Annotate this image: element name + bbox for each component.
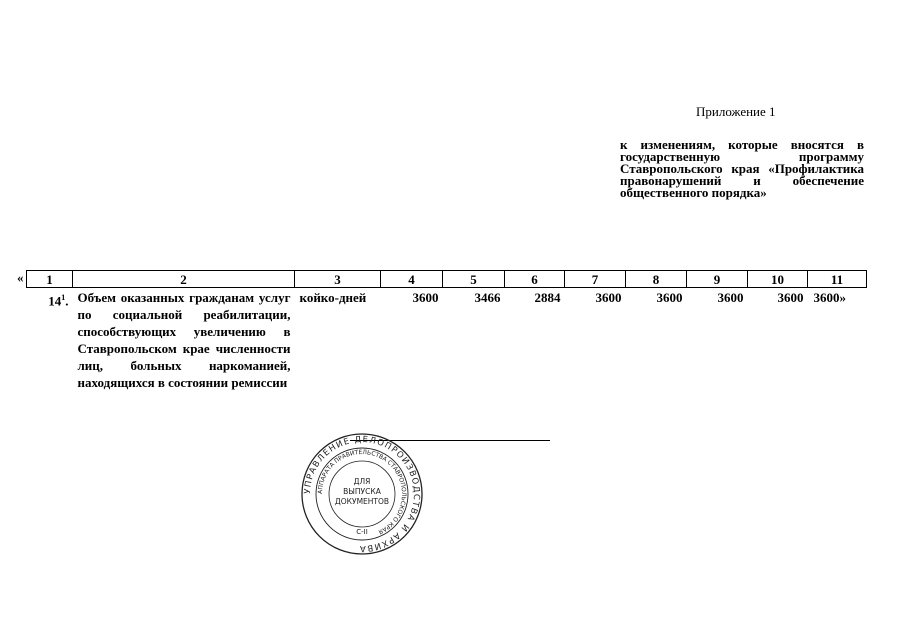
header-cell: 2	[73, 271, 295, 288]
header-cell: 11	[808, 271, 867, 288]
value-cell: 3466	[474, 290, 501, 305]
appendix-title: Приложение 1	[696, 104, 776, 119]
header-cell: 5	[443, 271, 505, 288]
stamp-inner-text: АППАРАТА ПРАВИТЕЛЬСТВА СТАВРОПОЛЬСКОГО КРАЯ	[316, 448, 408, 536]
header-cell: 8	[626, 271, 687, 288]
value-cell: 3600	[656, 290, 683, 305]
stamp-center-line2: ВЫПУСКА	[343, 487, 381, 496]
opening-quote: «	[17, 270, 24, 285]
value-cell: 2884	[534, 290, 561, 305]
value-cell: 3600	[717, 290, 744, 305]
table-row	[27, 288, 867, 392]
stamp-center-line1: ДЛЯ	[353, 477, 371, 486]
header-cell: 9	[687, 271, 748, 288]
indicators-table	[26, 270, 867, 391]
value-cell: 3600	[777, 290, 804, 305]
header-cell: 3	[295, 271, 381, 288]
header-row	[27, 271, 867, 288]
stamp-code: С-II	[356, 528, 368, 536]
row-number: $14^1$.	[48, 293, 69, 309]
header-cell: 4	[381, 271, 443, 288]
indicator-text: Объем оказанных гражданам услуг по социальной реабилитации, способствующих увеличению в Ставропольском крае численности лиц, больных наркоманией, находящихся в состоянии ремиссии	[77, 290, 291, 390]
value-cell: 3600	[412, 290, 439, 305]
row-number-superscript: 1	[61, 293, 66, 302]
value-cell: 3600	[595, 290, 622, 305]
header-cell: 6	[505, 271, 565, 288]
appendix-description: к изменениям, которые вносятся в государственную программу Ставропольского края «Профилактика правонарушений и обеспечение общественного порядка»	[620, 137, 864, 200]
header-cell: 10	[748, 271, 808, 288]
stamp-outer-text: УПРАВЛЕНИЕ ДЕЛОПРОИЗВОДСТВА И АРХИВА	[302, 434, 422, 554]
header-cell: 1	[27, 271, 73, 288]
unit-cell: койко-дней	[299, 290, 367, 305]
value-cell: 3600»	[813, 290, 846, 305]
official-stamp	[300, 432, 424, 556]
header-cell: 7	[565, 271, 626, 288]
stamp-center-line3: ДОКУМЕНТОВ	[334, 497, 390, 506]
